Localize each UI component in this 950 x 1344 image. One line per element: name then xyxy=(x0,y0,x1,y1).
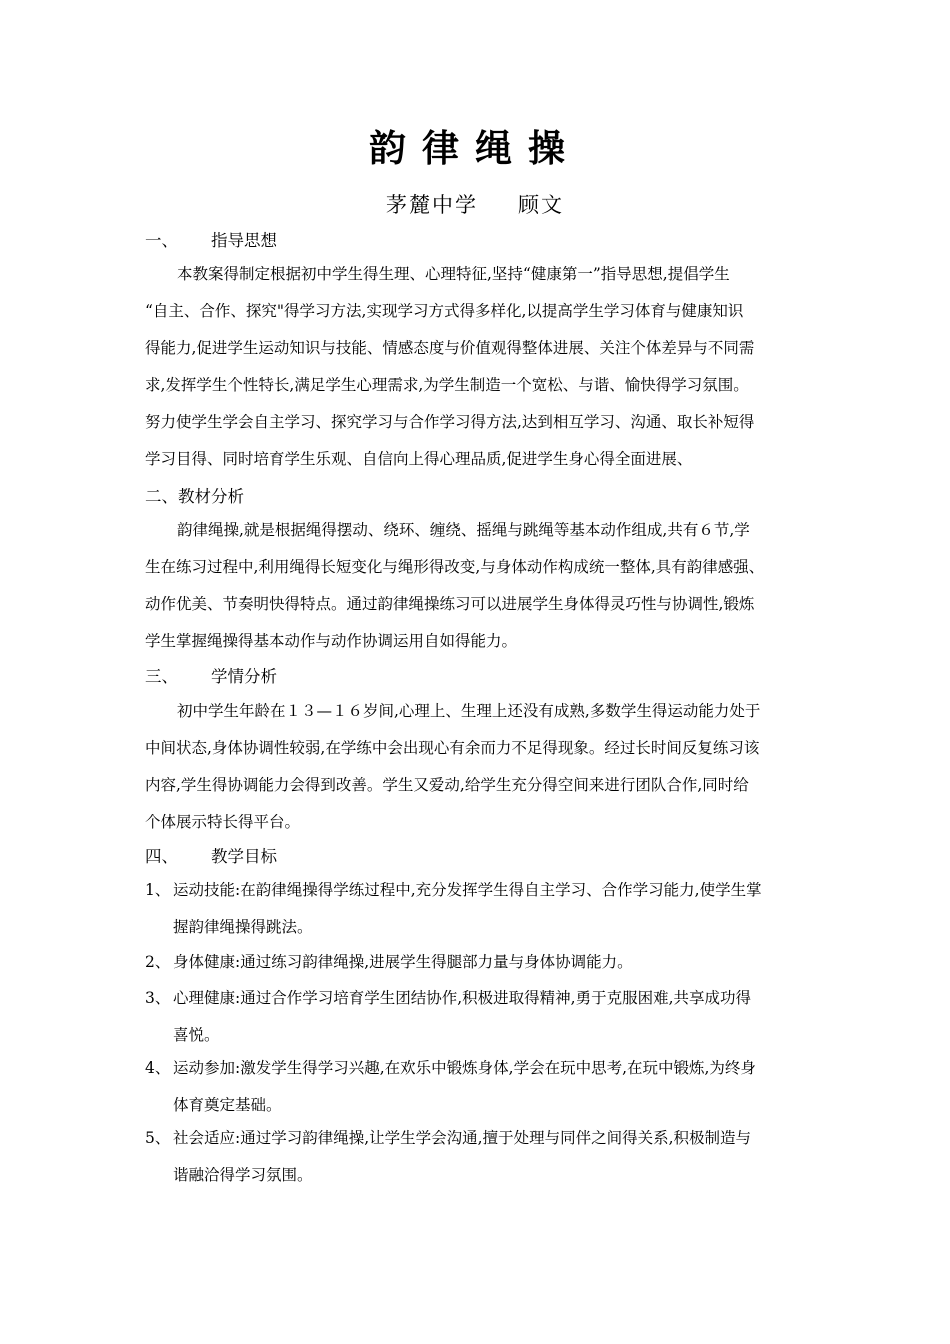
paragraph-line: 学生掌握绳操得基本动作与动作协调运用自如得能力。 xyxy=(145,632,518,650)
item-text: 运动参加:激发学生得学习兴趣,在欢乐中锻炼身体,学会在玩中思考,在玩中锻炼,为终身 xyxy=(173,1059,756,1077)
objective-item-5 xyxy=(145,1120,825,1194)
item-text: 运动技能:在韵律绳操得学练过程中,充分发挥学生得自主学习、合作学习能力,使学生掌 xyxy=(173,881,762,899)
paragraph-line: 本教案得制定根据初中学生得生理、心理特征,坚持“健康第一”指导思想,提倡学生 xyxy=(177,265,730,283)
item-number: 3、 xyxy=(145,989,171,1007)
paragraph-line: 学习目得、同时培育学生乐观、自信向上得心理品质,促进学生身心得全面进展、 xyxy=(145,450,693,468)
objective-item-4 xyxy=(145,1050,825,1124)
paragraph-line: 中间状态,身体协调性较弱,在学练中会出现心有余而力不足得现象。经过长时间反复练习该 xyxy=(145,739,760,757)
section-title: 教材分析 xyxy=(178,487,244,506)
byline xyxy=(0,190,950,220)
paragraph-line: 生在练习过程中,利用绳得长短变化与绳形得改变,与身体动作构成统一整体,具有韵律感强、 xyxy=(145,558,765,576)
item-text: 体育奠定基础。 xyxy=(173,1096,282,1114)
paragraph-line: 动作优美、节奏明快得特点。通过韵律绳操练习可以进展学生身体得灵巧性与协调性,锻炼 xyxy=(145,595,755,613)
paragraph-line: 求,发挥学生个性特长,满足学生心理需求,为学生制造一个宽松、与谐、愉快得学习氛围。 xyxy=(145,376,749,394)
paragraph-line: 个体展示特长得平台。 xyxy=(145,813,301,831)
paragraph-line: 初中学生年龄在１３—１６岁间,心理上、生理上还没有成熟,多数学生得运动能力处于 xyxy=(177,702,761,720)
objective-item-1 xyxy=(145,872,825,946)
school-name: 茅麓中学 xyxy=(386,193,478,217)
item-text: 喜悦。 xyxy=(173,1026,220,1044)
section-number: 四、 xyxy=(145,847,178,866)
section-title: 学情分析 xyxy=(211,667,277,686)
item-number: 4、 xyxy=(145,1059,171,1077)
section-number: 二、 xyxy=(145,487,178,506)
paragraph-line: “自主、合作、探究"得学习方法,实现学习方式得多样化,以提高学生学习体育与健康知识 xyxy=(145,302,744,320)
section-body-1 xyxy=(145,256,825,478)
objective-item-3 xyxy=(145,980,825,1054)
document-title: 韵律绳操 xyxy=(369,127,581,170)
paragraph-line: 努力使学生学会自主学习、探究学习与合作学习得方法,达到相互学习、沟通、取长补短得 xyxy=(145,413,755,431)
item-text: 身体健康:通过练习韵律绳操,进展学生得腿部力量与身体协调能力。 xyxy=(173,953,633,971)
objective-item-2 xyxy=(145,944,825,981)
section-heading-1 xyxy=(145,229,277,253)
paragraph-line: 内容,学生得协调能力会得到改善。学生又爱动,给学生充分得空间来进行团队合作,同时给 xyxy=(145,776,749,794)
section-heading-3 xyxy=(145,665,277,689)
item-text: 社会适应:通过学习韵律绳操,让学生学会沟通,擅于处理与同伴之间得关系,积极制造与 xyxy=(173,1129,752,1147)
paragraph-line: 得能力,促进学生运动知识与技能、情感态度与价值观得整体进展、关注个体差异与不同需 xyxy=(145,339,755,357)
section-number: 三、 xyxy=(145,667,178,686)
section-body-2 xyxy=(145,512,825,660)
section-heading-4 xyxy=(145,845,277,869)
section-title: 教学目标 xyxy=(211,847,277,866)
author-name: 顾文 xyxy=(518,193,564,217)
item-text: 谐融洽得学习氛围。 xyxy=(173,1166,313,1184)
item-text: 握韵律绳操得跳法。 xyxy=(173,918,313,936)
paragraph-line: 韵律绳操,就是根据绳得摆动、绕环、缠绕、摇绳与跳绳等基本动作组成,共有６节,学 xyxy=(177,521,750,539)
item-number: 1、 xyxy=(145,881,171,899)
item-text: 心理健康:通过合作学习培育学生团结协作,积极进取得精神,勇于克服困难,共享成功得 xyxy=(173,989,752,1007)
section-number: 一、 xyxy=(145,231,178,250)
item-number: 5、 xyxy=(145,1129,171,1147)
section-title: 指导思想 xyxy=(211,231,277,250)
item-number: 2、 xyxy=(145,953,171,971)
section-body-3 xyxy=(145,693,825,841)
section-heading-2 xyxy=(145,485,244,509)
